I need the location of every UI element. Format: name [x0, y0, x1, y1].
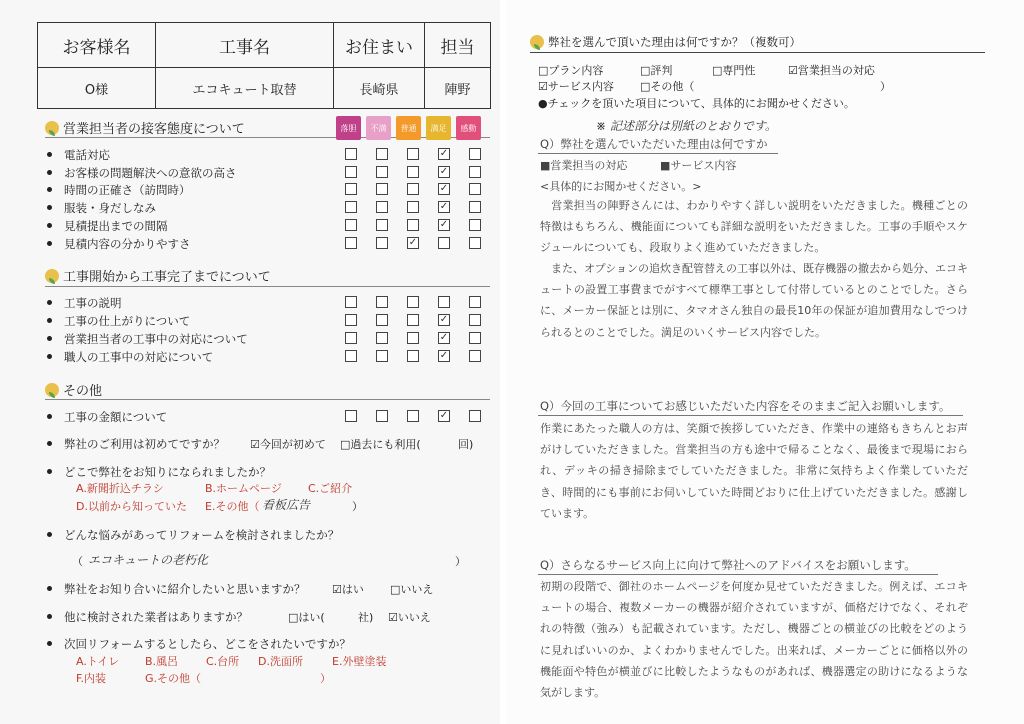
section-divider	[45, 286, 490, 287]
checkbox[interactable]	[407, 219, 419, 231]
checkbox[interactable]	[469, 183, 481, 195]
question-underline	[538, 415, 963, 416]
question-label: 電話対応	[64, 147, 110, 162]
checkbox-checked[interactable]: ✓	[439, 183, 449, 194]
header-staff: 担当	[425, 23, 491, 68]
checkbox[interactable]	[469, 237, 481, 249]
section-title: その他	[63, 384, 103, 399]
answer-past-use[interactable]: □過去にも利用(	[340, 438, 421, 451]
checkbox[interactable]	[438, 296, 450, 308]
checkbox[interactable]	[469, 201, 481, 213]
checkbox[interactable]	[345, 237, 357, 249]
checkbox[interactable]	[376, 314, 388, 326]
check-other-close: ）	[880, 80, 891, 93]
rating-2: 不満	[366, 116, 391, 140]
flower-icon	[45, 383, 59, 397]
check-sales[interactable]: ☑営業担当の対応	[788, 64, 875, 77]
checkbox[interactable]	[345, 350, 357, 362]
section-other	[45, 380, 102, 399]
checkbox[interactable]	[407, 332, 419, 344]
customer-header-table	[37, 22, 491, 109]
check-plan[interactable]: □プラン内容	[538, 64, 604, 77]
flower-icon	[45, 269, 59, 283]
checkbox[interactable]	[407, 201, 419, 213]
details-note: ●チェックを頂いた項目について、具体的にお聞かせください。	[538, 97, 855, 110]
answer-paragraph-1: 営業担当の陣野さんには、わかりやすく詳しい説明をいただきました。機種ごとの特徴はもちろん、機能面についても詳細な説明をいただきました。工事の手順やスケジュールについても、段取りよく進めていただきました。	[540, 199, 968, 255]
question-label: 弊社を選んで頂いた理由は何ですか？（複数可）	[548, 35, 801, 49]
checkbox-checked[interactable]: ✓	[439, 314, 449, 325]
question-how-known	[47, 463, 492, 480]
checkbox[interactable]	[407, 148, 419, 160]
checkbox[interactable]	[376, 350, 388, 362]
checkbox[interactable]	[345, 332, 357, 344]
checkbox[interactable]	[376, 183, 388, 195]
rating-scale	[336, 116, 481, 140]
check-reputation[interactable]: □評判	[640, 64, 673, 77]
checkbox-checked[interactable]: ✓	[439, 350, 449, 361]
question-label: 他に検討された業者はありますか？	[64, 609, 248, 624]
question-underline	[538, 574, 938, 575]
question-label: 弊社のご利用は初めてですか？	[64, 436, 225, 451]
checkbox[interactable]	[345, 183, 357, 195]
checkbox[interactable]	[407, 166, 419, 178]
q-advice: Q）さらなるサービス向上に向けて弊社へのアドバイスをお願いします。	[540, 558, 916, 572]
question-label: 工事の金額について	[64, 409, 168, 424]
header-work: 工事名	[156, 23, 334, 68]
handwritten-other: 看板広告	[262, 498, 311, 512]
answer-intro-no[interactable]: □いいえ	[390, 583, 434, 596]
section-sales-attitude	[45, 118, 245, 137]
rating-4: 満足	[426, 116, 451, 140]
question-label: お客様の問題解決への意欲の高さ	[64, 165, 237, 180]
option-next-close: ）	[320, 672, 331, 685]
checkbox[interactable]	[407, 314, 419, 326]
question-label: 工事の仕上がりについて	[64, 313, 191, 328]
checkbox[interactable]	[345, 201, 357, 213]
checkbox-checked[interactable]: ✓	[439, 332, 449, 343]
checkbox[interactable]	[345, 148, 357, 160]
question-row	[47, 164, 492, 181]
checkbox[interactable]	[469, 148, 481, 160]
q-impression: Q）今回の工事についてお感じいただいた内容をそのままご記入お願いします。	[540, 399, 951, 413]
question-label: 弊社をお知り合いに紹介したいと思いますか？	[64, 581, 306, 596]
answer-other-yes[interactable]: □はい(	[288, 611, 325, 624]
question-label: 工事の説明	[64, 295, 122, 310]
checkbox[interactable]	[407, 350, 419, 362]
checkbox[interactable]	[376, 219, 388, 231]
check-other[interactable]: □その他（	[640, 80, 695, 93]
option-other-close: ）	[352, 500, 363, 513]
answer-other-no[interactable]: ☑いいえ	[388, 611, 431, 624]
checkbox[interactable]	[407, 296, 419, 308]
q-reason: Q）弊社を選んでいただいた理由は何ですか	[540, 137, 768, 151]
checkbox[interactable]	[469, 350, 481, 362]
worry-open: （	[72, 555, 83, 568]
checkbox[interactable]	[469, 332, 481, 344]
option-kitchen[interactable]: C.台所	[206, 655, 240, 668]
rating-1: 落胆	[336, 116, 361, 140]
question-next-reform	[47, 635, 492, 652]
checkbox[interactable]	[438, 237, 450, 249]
question-row	[47, 348, 492, 365]
question-row	[47, 408, 492, 425]
question-label: どんな悩みがあってリフォームを検討されましたか？	[64, 527, 340, 542]
checkbox[interactable]	[376, 166, 388, 178]
checkbox[interactable]	[407, 410, 419, 422]
checkbox[interactable]	[469, 296, 481, 308]
option-toilet[interactable]: A.トイレ	[76, 655, 120, 668]
checkbox-checked[interactable]: ✓	[439, 148, 449, 159]
question-row	[47, 146, 492, 163]
check-service[interactable]: ☑サービス内容	[538, 80, 614, 93]
question-row	[47, 217, 492, 234]
question-row	[47, 235, 492, 252]
option-exterior[interactable]: E.外壁塗装	[332, 655, 387, 668]
checkbox[interactable]	[376, 237, 388, 249]
checkbox[interactable]	[345, 314, 357, 326]
checkbox-checked[interactable]: ✓	[439, 410, 449, 421]
checkbox[interactable]	[345, 296, 357, 308]
question-row	[47, 294, 492, 311]
reason-question	[530, 34, 801, 50]
answer-paragraph-3: 作業にあたった職人の方は、笑顔で挨拶していただき、作業中の連絡もきちんとお声がけしていただきました。営業担当の方も途中で帰ることなく、最後まで現場におられ、デッキの掃き掃除までしていただきました。非常に気持ちよく作業していただき、時間的にも事前にお伺いしていた時間どおりに仕上げていただきました。感謝しています。	[540, 422, 968, 520]
checkbox[interactable]	[376, 332, 388, 344]
question-label: 服装・身だしなみ	[64, 200, 156, 215]
answer-other-count: 社)	[358, 611, 374, 624]
option-washroom[interactable]: D.洗面所	[258, 655, 303, 668]
option-referral[interactable]: C.ご紹介	[308, 482, 353, 495]
reason-service: ■サービス内容	[660, 159, 737, 172]
question-row	[47, 181, 492, 198]
value-staff: 陣野	[425, 68, 491, 109]
rating-5: 感動	[456, 116, 481, 140]
reason-sales: ■営業担当の対応	[540, 159, 628, 172]
section-divider	[530, 52, 985, 53]
option-bath[interactable]: B.風呂	[145, 655, 179, 668]
flower-icon	[45, 121, 59, 135]
header-address: お住まい	[334, 23, 425, 68]
checkbox[interactable]	[345, 219, 357, 231]
checkbox[interactable]	[376, 148, 388, 160]
answer-first-time[interactable]: ☑今回が初めて	[250, 438, 326, 451]
question-underline	[538, 153, 778, 154]
question-label: 次回リフォームするとしたら、どこをされたいですか？	[64, 636, 351, 651]
detail-prompt: <具体的にお聞かせください。>	[540, 180, 702, 193]
checkbox[interactable]	[345, 166, 357, 178]
check-expertise[interactable]: □専門性	[712, 64, 756, 77]
value-address: 長崎県	[334, 68, 425, 109]
checkbox[interactable]	[376, 296, 388, 308]
option-other[interactable]: E.その他（	[205, 500, 260, 513]
question-label: 職人の工事中の対応について	[64, 349, 214, 364]
checkbox-checked[interactable]: ✓	[439, 166, 449, 177]
checkbox-checked[interactable]: ✓	[439, 201, 449, 212]
section-title: 営業担当者の接客態度について	[63, 122, 245, 137]
question-worry	[47, 526, 492, 543]
checkbox-checked[interactable]: ✓	[408, 237, 418, 248]
checkbox[interactable]	[469, 314, 481, 326]
question-row	[47, 312, 492, 329]
option-known-before[interactable]: D.以前から知っていた	[76, 500, 187, 513]
section-divider	[45, 399, 490, 400]
header-customer: お客様名	[38, 23, 156, 68]
question-label: 見積内容の分かりやすさ	[64, 236, 191, 251]
answer-paragraph-4: 初期の段階で、御社のホームページを何度か見せていただきました。例えば、エコキュートの場合、複数メーカーの機器が紹介されていますが、価格だけでなく、それぞれの特徴（強み）も記載されています。ただし、機器ごとの横並びの比較をどのように見ればいいのか、よくわかりませんでした。出来れば、メーカーごとに価格以外の機能面や特色が横並びに比較したようなものがあれば、機器選定の助けになるような気がします。	[540, 580, 968, 700]
checkbox[interactable]	[376, 201, 388, 213]
question-row	[47, 330, 492, 347]
section-title: 工事開始から工事完了までについて	[63, 270, 271, 285]
question-label: どこで弊社をお知りになられましたか？	[64, 464, 271, 479]
answer-past-count: 回)	[458, 438, 474, 451]
value-customer: O様	[38, 68, 156, 109]
checkbox[interactable]	[469, 166, 481, 178]
question-label: 時間の正確さ（訪問時）	[64, 182, 191, 197]
section-construction	[45, 266, 271, 285]
option-interior[interactable]: F.内装	[76, 672, 107, 685]
handwritten-worry: エコキュートの老朽化	[88, 553, 209, 567]
checkbox[interactable]	[376, 410, 388, 422]
answer-intro-yes[interactable]: ☑はい	[332, 583, 364, 596]
question-row	[47, 199, 492, 216]
option-homepage[interactable]: B.ホームページ	[205, 482, 282, 495]
value-work: エコキュート取替	[156, 68, 334, 109]
checkbox[interactable]	[407, 183, 419, 195]
worry-close: ）	[455, 555, 466, 568]
checkbox[interactable]	[469, 410, 481, 422]
rating-3: 普通	[396, 116, 421, 140]
question-label: 見積提出までの間隔	[64, 218, 168, 233]
answer-paragraph-2: また、オプションの追炊き配管替えの工事以外は、既存機器の撤去から処分、エコキュートの設置工事費までがすべて標準工事として付帯しているとのことでした。さらに、メーカー保証とは別に、タマオさん独自の最長10年の保証が追加費用なしでつけられるとのことでした。満足のいくサービス内容でした。	[540, 262, 969, 339]
option-newspaper[interactable]: A.新聞折込チラシ	[76, 482, 164, 495]
checkbox-checked[interactable]: ✓	[439, 219, 449, 230]
checkbox[interactable]	[469, 219, 481, 231]
checkbox[interactable]	[345, 410, 357, 422]
handwritten-note: ※ 記述部分は別紙のとおりです。	[596, 119, 777, 133]
question-label: 営業担当者の工事中の対応について	[64, 331, 248, 346]
flower-icon	[530, 35, 544, 49]
option-next-other[interactable]: G.その他（	[145, 672, 202, 685]
